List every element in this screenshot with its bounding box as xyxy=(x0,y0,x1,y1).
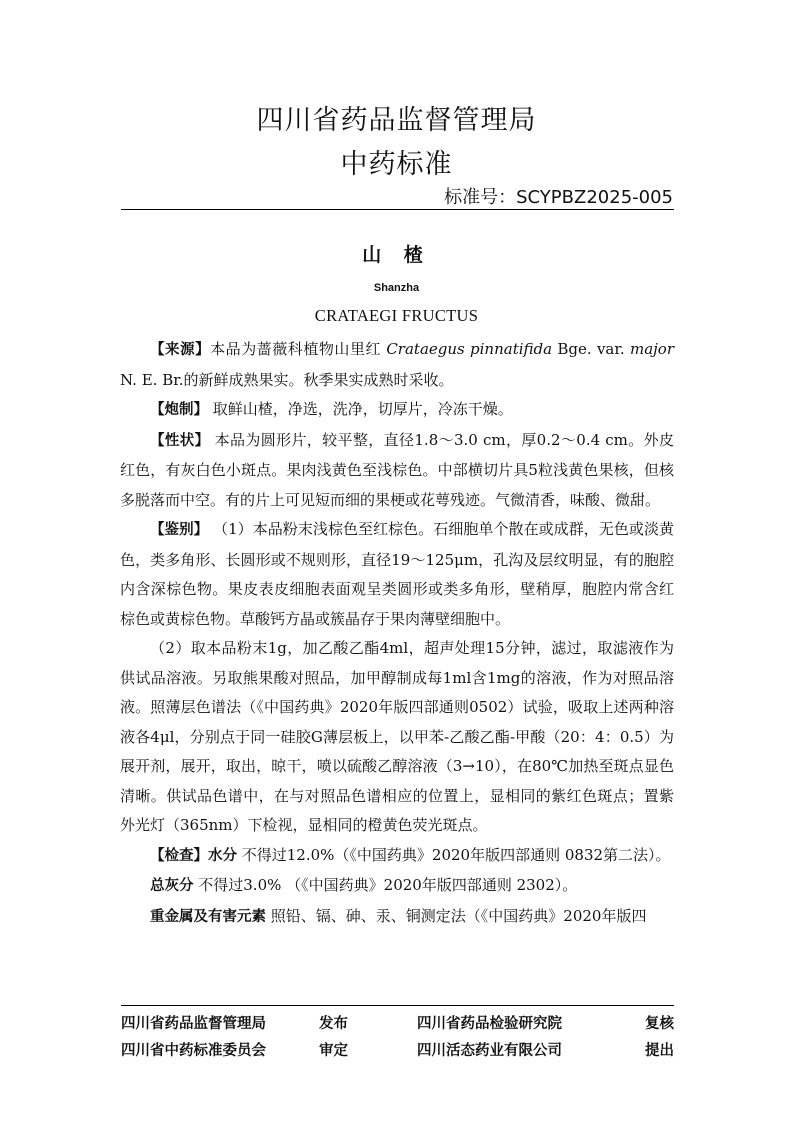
processing-paragraph: 【炮制】 取鲜山楂，净选，洗净，切厚片，冷冻干燥。 xyxy=(150,400,513,418)
identification-label: 【鉴别】 xyxy=(150,522,209,538)
monograph-name: 山 楂 xyxy=(362,244,431,266)
monograph-pinyin: Shanzha xyxy=(373,282,420,294)
monograph-latin-name: CRATAEGI FRUCTUS xyxy=(314,306,479,325)
standard-number: 标准号：SCYPBZ2025-005 xyxy=(444,187,673,208)
footer-org-left: 四川省中药标准委员会 xyxy=(121,1043,266,1059)
variety-name: major xyxy=(629,340,674,358)
metals-paragraph: 重金属及有害元素 照铅、镉、砷、汞、铜测定法（《中国药典》2020年版四 xyxy=(150,906,647,925)
check-label: 【检查】 xyxy=(150,847,208,864)
footer-row-1 xyxy=(121,1012,674,1032)
footer-action-left: 审定 xyxy=(319,1043,348,1059)
identification-paragraph-1: 【鉴别】 （1）本品粉末浅棕色至红棕色。石细胞单个散在或成群，无色或淡黄色，类多角形、长圆形或不规则形，直径19～125μm，孔沟及层纹明显，有的胞腔内含深棕色物。果皮表皮细胞表面观呈类圆形或类多角形，壁稍厚，胞腔内常含红棕色或黄棕色物。草酸钙方晶或簇晶存于果肉薄壁细胞中。 xyxy=(120,520,674,628)
footer-action-right: 提出 xyxy=(645,1043,674,1059)
processing-label: 【炮制】 xyxy=(150,402,208,418)
document-title: 四川省药品监督管理局 xyxy=(256,105,537,136)
footer-row-2 xyxy=(121,1039,674,1059)
ash-paragraph: 总灰分 不得过3.0% （《中国药典》2020年版四部通则 2302）。 xyxy=(150,876,578,894)
footer-divider xyxy=(121,1005,674,1006)
water-label: 水分 xyxy=(208,847,237,864)
source-label: 【来源】 xyxy=(150,342,211,358)
species-name: Crataegus pinnatifida xyxy=(386,340,553,358)
footer-action-left: 发布 xyxy=(319,1016,348,1032)
check-paragraph: 【检查】水分 不得过12.0%（《中国药典》2020年版四部通则 0832第二法）。 xyxy=(150,845,671,864)
identification-paragraph-2: （2）取本品粉末1g，加乙酸乙酯4ml，超声处理15分钟，滤过，取滤液作为供试品溶液。另取熊果酸对照品，加甲醇制成每1ml含1mg的溶液，作为对照品溶液。照薄层色谱法（《中国药典》2020年版四部通则0502）试验，吸取上述两种溶液各4μl，分别点于同一硅胶G薄层板上，以甲苯-乙酸乙酯-甲酸（20：4：0.5）为展开剂，展开，取出，晾干，喷以硫酸乙醇溶液（3→10），在80℃加热至斑点显色清晰。供试品色谱中，在与对照品色谱相应的位置上，显相同的紫红色斑点；置紫外光灯（365nm）下检视，显相同的橙黄色荧光斑点。 xyxy=(120,639,674,834)
character-paragraph: 【性状】 本品为圆形片，较平整，直径1.8～3.0 cm，厚0.2～0.4 cm。外皮红色，有灰白色小斑点。果肉浅黄色至浅棕色。中部横切片具5粒浅黄色果核，但核多脱落而中空。有的片上可见短而细的果梗或花萼残迹。气微清香，味酸、微甜。 xyxy=(120,430,674,509)
ash-label: 总灰分 xyxy=(150,878,194,894)
metals-label: 重金属及有害元素 xyxy=(150,908,266,925)
document-subtitle: 中药标准 xyxy=(340,149,453,180)
footer-action-right: 复核 xyxy=(645,1016,674,1032)
footer-org-right: 四川省药品检验研究院 xyxy=(417,1016,562,1032)
character-label: 【性状】 xyxy=(150,432,210,449)
header-divider xyxy=(121,209,674,210)
footer-org-right: 四川活态药业有限公司 xyxy=(417,1043,562,1059)
footer-org-left: 四川省药品监督管理局 xyxy=(121,1016,266,1032)
monograph-body xyxy=(120,335,674,932)
source-paragraph: 【来源】本品为蔷薇科植物山里红 Crataegus pinnatifida Bge. var. major N. E. Br.的新鲜成熟果实。秋季果实成熟时采收。 xyxy=(120,340,674,389)
